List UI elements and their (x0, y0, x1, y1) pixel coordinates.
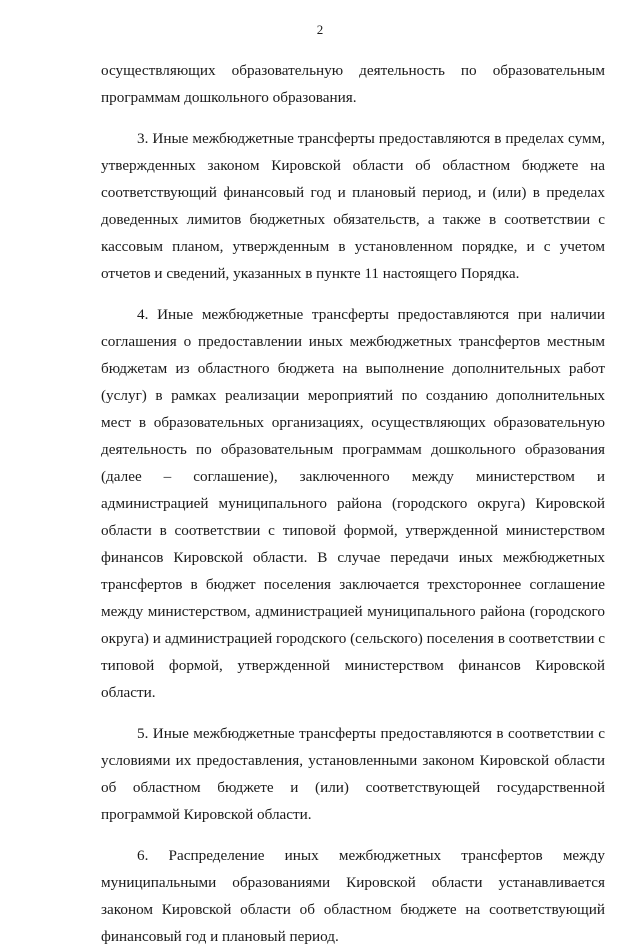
paragraph-6: 6. Распределение иных межбюджетных трансфертов между муниципальными образованиями Кировской области устанавливается законом Кировской области об областном бюджете на соответствующий финансовый год и плановый период. (101, 847, 605, 945)
page-number: 2 (316, 22, 324, 37)
paragraph-continuation: осуществляющих образовательную деятельность по образовательным программам дошкольного образования. (101, 62, 605, 106)
paragraph-5: 5. Иные межбюджетные трансферты предоставляются в соответствии с условиями их предоставления, установленными законом Кировской области об областном бюджете и (или) соответствующей государственной программой Кировской области. (101, 725, 605, 823)
paragraph-3: 3. Иные межбюджетные трансферты предоставляются в пределах сумм, утвержденных законом Кировской области об областном бюджете на соответствующий финансовый год и плановый период, и (или) в пределах доведенных лимитов бюджетных обязательств, а также в соответствии с кассовым планом, утвержденным в установленном порядке, и с учетом отчетов и сведений, указанных в пункте 11 настоящего Порядка. (101, 130, 605, 282)
paragraph-4: 4. Иные межбюджетные трансферты предоставляются при наличии соглашения о предоставлении иных межбюджетных трансфертов местным бюджетам из областного бюджета на выполнение дополнительных работ (услуг) в рамках реализации мероприятий по созданию дополнительных мест в образовательных организациях, осуществляющих образовательную деятельность по образовательным программам дошкольного образования (далее – соглашение), заключенного между министерством и администрацией муниципального района (городского округа) Кировской области в соответствии с типовой формой, утвержденной министерством финансов Кировской области. В случае передачи иных межбюджетных трансфертов в бюджет поселения заключается трехстороннее соглашение между министерством, администрацией муниципального района (городского округа) и администрацией городского (сельского) поселения в соответствии с типовой формой, утвержденной министерством финансов Кировской области. (101, 306, 606, 701)
document-body (101, 57, 605, 950)
